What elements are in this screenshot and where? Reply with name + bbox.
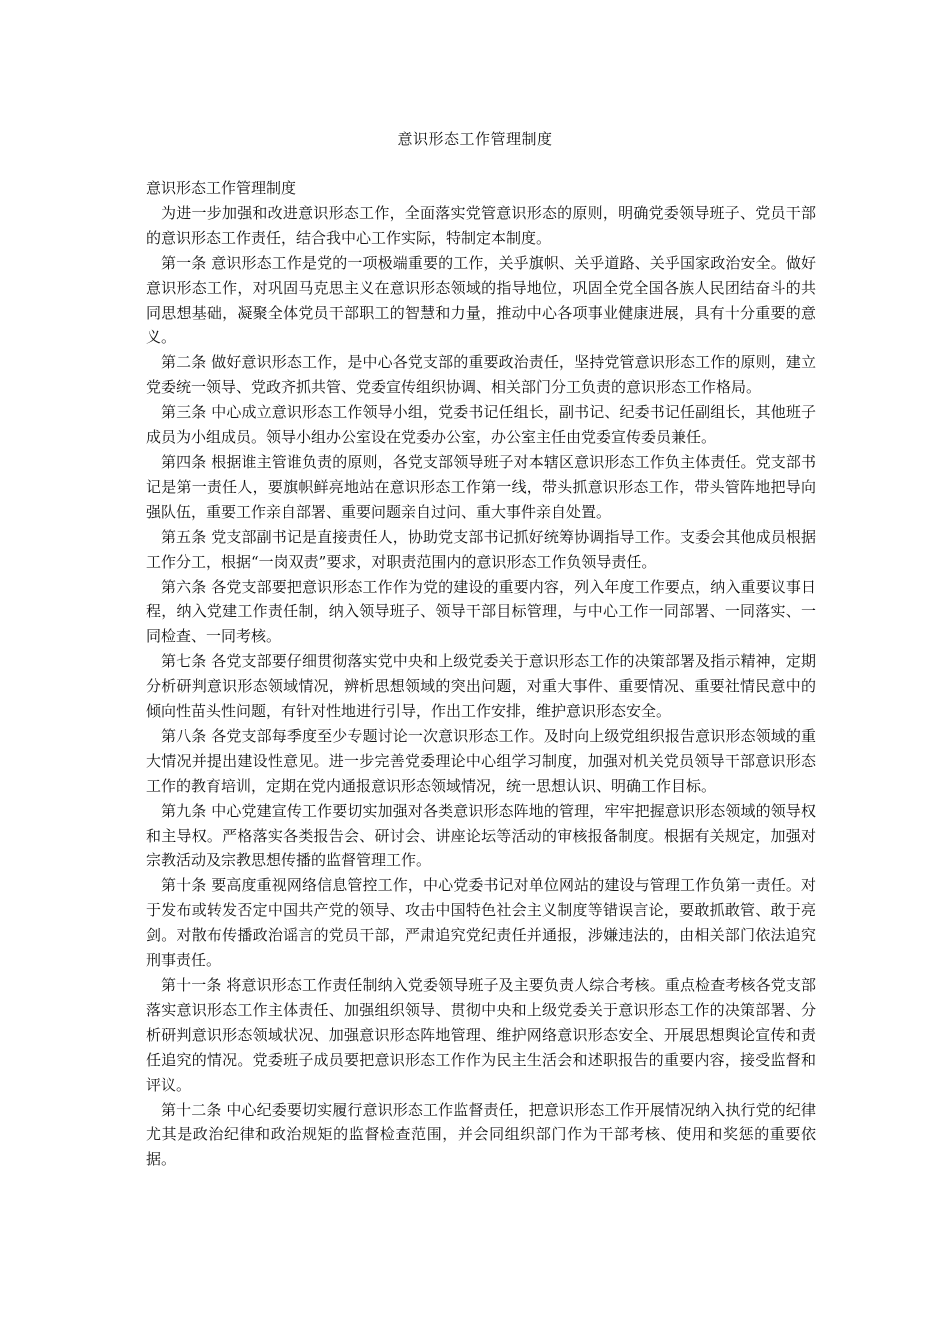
intro-paragraph: 为进一步加强和改进意识形态工作，全面落实党管意识形态的原则，明确党委领导班子、党员干部的意识形态工作责任，结合我中心工作实际，特制定本制度。 [146,203,816,247]
document-title: 意识形态工作管理制度 [397,130,553,148]
article-2: 第二条 做好意识形态工作，是中心各党支部的重要政治责任，坚持党管意识形态工作的原则，建立党委统一领导、党政齐抓共管、党委宣传组织协调、相关部门分工负责的意识形态工作格局。 [146,353,816,397]
article-10: 第十条 要高度重视网络信息管控工作，中心党委书记对单位网站的建设与管理工作负第一责任。对于发布或转发否定中国共产党的领导、攻击中国特色社会主义制度等错误言论，要敢抓敢管、敢于亮剑。对散布传播政治谣言的党员干部，严肃追究党纪责任并通报，涉嫌违法的，由相关部门依法追究刑事责任。 [146,876,816,970]
article-9: 第九条 中心党建宣传工作要切实加强对各类意识形态阵地的管理，牢牢把握意识形态领域的领导权和主导权。严格落实各类报告会、研讨会、讲座论坛等活动的审核报备制度。根据有关规定，加强对宗教活动及宗教思想传播的监督管理工作。 [146,801,816,870]
document-body [146,176,816,1172]
article-8: 第八条 各党支部每季度至少专题讨论一次意识形态工作。及时向上级党组织报告意识形态领域的重大情况并提出建设性意见。进一步完善党委理论中心组学习制度，加强对机关党员领导干部意识形态工作的教育培训，定期在党内通报意识形态领域情况，统一思想认识、明确工作目标。 [146,726,816,795]
article-4: 第四条 根据谁主管谁负责的原则，各党支部领导班子对本辖区意识形态工作负主体责任。党支部书记是第一责任人，要旗帜鲜亮地站在意识形态工作第一线，带头抓意识形态工作，带头管阵地把导向强队伍，重要工作亲自部署、重要问题亲自过问、重大事件亲自处置。 [146,452,816,521]
article-11: 第十一条 将意识形态工作责任制纳入党委领导班子及主要负责人综合考核。重点检查考核各党支部落实意识形态工作主体责任、加强组织领导、贯彻中央和上级党委关于意识形态工作的决策部署、分析研判意识形态领域状况、加强意识形态阵地管理、维护网络意识形态安全、开展思想舆论宣传和责任追究的情况。党委班子成员要把意识形态工作作为民主生活会和述职报告的重要内容，接受监督和评议。 [146,976,816,1094]
article-1: 第一条 意识形态工作是党的一项极端重要的工作，关乎旗帜、关乎道路、关乎国家政治安全。做好意识形态工作，对巩固马克思主义在意识形态领域的指导地位，巩固全党全国各族人民团结奋斗的共同思想基础，凝聚全体党员干部职工的智慧和力量，推动中心各项事业健康进展，具有十分重要的意义。 [146,253,816,347]
article-12: 第十二条 中心纪委要切实履行意识形态工作监督责任，把意识形态工作开展情况纳入执行党的纪律尤其是政治纪律和政治规矩的监督检查范围，并会同组织部门作为干部考核、使用和奖惩的重要依据。 [146,1100,816,1169]
document-subtitle: 意识形态工作管理制度 [146,179,297,197]
article-3: 第三条 中心成立意识形态工作领导小组，党委书记任组长，副书记、纪委书记任副组长，其他班子成员为小组成员。领导小组办公室设在党委办公室，办公室主任由党委宣传委员兼任。 [146,403,816,447]
article-7: 第七条 各党支部要仔细贯彻落实党中央和上级党委关于意识形态工作的决策部署及指示精神，定期分析研判意识形态领域情况，辨析思想领域的突出问题，对重大事件、重要情况、重要社情民意中的倾向性苗头性问题，有针对性地进行引导，作出工作安排，维护意识形态安全。 [146,652,816,721]
article-5: 第五条 党支部副书记是直接责任人，协助党支部书记抓好统筹协调指导工作。支委会其他成员根据工作分工，根据“一岗双责”要求，对职责范围内的意识形态工作负领导责任。 [146,527,816,571]
article-6: 第六条 各党支部要把意识形态工作作为党的建设的重要内容，列入年度工作要点，纳入重要议事日程，纳入党建工作责任制，纳入领导班子、领导干部目标管理，与中心工作一同部署、一同落实、一同检查、一同考核。 [146,577,816,646]
